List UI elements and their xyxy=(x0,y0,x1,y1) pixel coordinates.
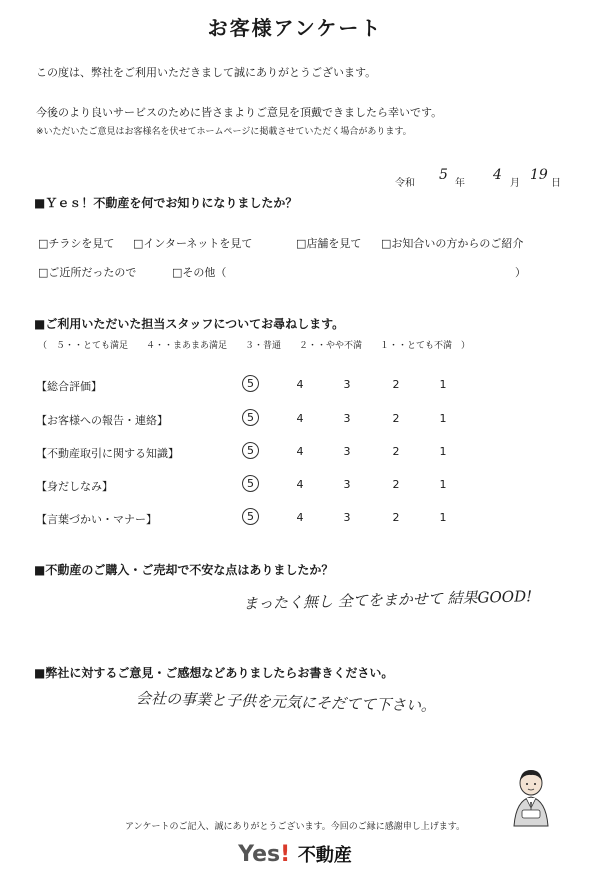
rating-score-4[interactable]: 4 xyxy=(296,378,304,391)
rating-score-1[interactable]: 1 xyxy=(439,412,447,425)
page-title: お客様アンケート xyxy=(207,16,383,40)
date-month: 4 xyxy=(493,167,502,183)
rating-score-2[interactable]: 2 xyxy=(392,511,400,524)
q2-heading: ■ご利用いただいた担当スタッフについてお尋ねします。 xyxy=(34,317,345,331)
rating-score-5-selected[interactable]: 5 xyxy=(242,508,259,525)
intro-note: ※いただいたご意見はお客様名を伏せてホームページに掲載させていただく場合があります。 xyxy=(36,127,412,137)
date-year-unit: 年 xyxy=(455,178,465,189)
rating-score-3[interactable]: 3 xyxy=(343,412,351,425)
q1-option-flyer[interactable]: □チラシを見て xyxy=(38,237,115,250)
q4-heading: ■弊社に対するご意見・ご感想などありましたらお書きください。 xyxy=(34,666,394,680)
q2-scale-legend: （ ５・・とても満足 ４・・まあまあ満足 ３・普通 ２・・やや不満 １・・とても不満 ） xyxy=(38,341,471,351)
rating-score-1[interactable]: 1 xyxy=(439,511,447,524)
rating-row-label: 【お客様への報告・連絡】 xyxy=(36,414,168,427)
rating-row-label: 【総合評価】 xyxy=(36,380,102,393)
rating-score-5-selected[interactable]: 5 xyxy=(242,442,259,459)
date-month-unit: 月 xyxy=(510,178,520,189)
rating-score-5-selected[interactable]: 5 xyxy=(242,375,259,392)
rating-row-label: 【不動産取引に関する知識】 xyxy=(36,447,179,460)
q1-other-close-paren: ） xyxy=(515,266,526,279)
date-era: 令和 xyxy=(395,178,415,189)
q1-option-referral[interactable]: □お知合いの方からのご紹介 xyxy=(381,237,524,250)
rating-score-1[interactable]: 1 xyxy=(439,378,447,391)
rating-score-3[interactable]: 3 xyxy=(343,511,351,524)
rating-score-2[interactable]: 2 xyxy=(392,445,400,458)
q1-option-other[interactable]: □その他（ xyxy=(172,266,227,279)
rating-score-3[interactable]: 3 xyxy=(343,378,351,391)
logo-name: 不動産 xyxy=(297,845,352,866)
rating-score-1[interactable]: 1 xyxy=(439,478,447,491)
date-day: 19 xyxy=(530,167,548,183)
intro-line-1: この度は、弊社をご利用いただきまして誠にありがとうございます。 xyxy=(36,66,377,79)
q1-heading: ■Ｙｅｓ！不動産を何でお知りになりましたか？ xyxy=(34,196,298,210)
rating-score-5-selected[interactable]: 5 xyxy=(242,409,259,426)
q1-option-neighborhood[interactable]: □ご近所だったので xyxy=(38,266,137,279)
rating-score-4[interactable]: 4 xyxy=(296,511,304,524)
rating-score-1[interactable]: 1 xyxy=(439,445,447,458)
rating-row-label: 【言葉づかい・マナー】 xyxy=(36,513,157,526)
logo-yes: Yes xyxy=(238,842,281,867)
q4-handwritten-answer: 会社の事業と子供を元気にそだてて下さい。 xyxy=(135,689,437,715)
footer-thanks: アンケートのご記入、誠にありがとうございます。今回のご縁に感謝申し上げます。 xyxy=(124,822,466,832)
logo-exclaim: ! xyxy=(280,842,291,867)
company-logo xyxy=(0,841,590,867)
rating-score-4[interactable]: 4 xyxy=(296,445,304,458)
q3-heading: ■不動産のご購入・ご売却で不安な点はありましたか？ xyxy=(34,563,334,577)
intro-line-2: 今後のより良いサービスのために皆さまよりご意見を頂戴できましたら幸いです。 xyxy=(36,106,443,119)
rating-score-3[interactable]: 3 xyxy=(343,445,351,458)
q3-handwritten-answer: まったく無し 全てをまかせて 結果GOOD! xyxy=(242,587,533,613)
rating-score-4[interactable]: 4 xyxy=(296,478,304,491)
q1-option-internet[interactable]: □インターネットを見て xyxy=(133,237,253,250)
rating-score-4[interactable]: 4 xyxy=(296,412,304,425)
q1-option-store[interactable]: □店舗を見て xyxy=(296,237,362,250)
rating-score-3[interactable]: 3 xyxy=(343,478,351,491)
rating-score-5-selected[interactable]: 5 xyxy=(242,475,259,492)
rating-row-label: 【身だしなみ】 xyxy=(36,480,113,493)
rating-score-2[interactable]: 2 xyxy=(392,378,400,391)
date-year: 5 xyxy=(439,167,448,183)
rating-score-2[interactable]: 2 xyxy=(392,478,400,491)
rating-score-2[interactable]: 2 xyxy=(392,412,400,425)
date-day-unit: 日 xyxy=(551,178,561,189)
